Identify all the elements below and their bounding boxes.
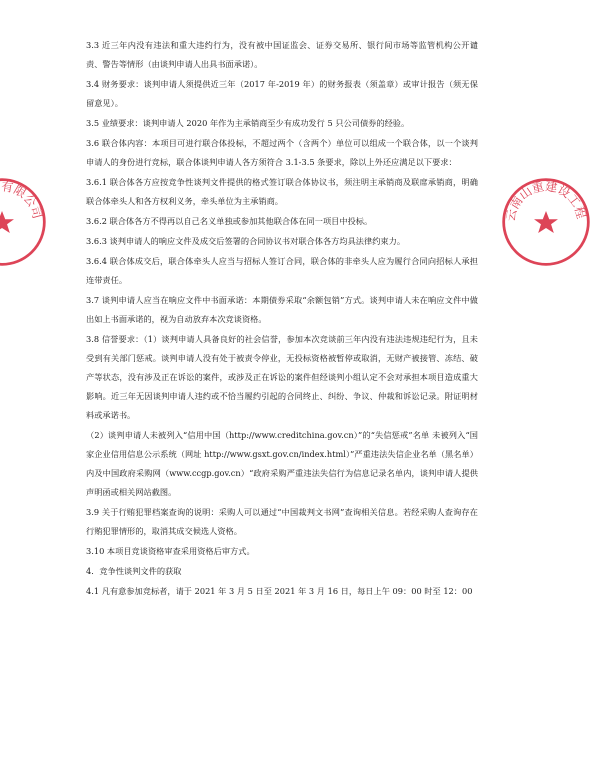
seal-star-icon — [534, 211, 558, 233]
document-body — [86, 36, 478, 602]
paragraph-3-9: 3.9 关于行贿犯罪档案查询的说明：采购人可以通过“中国裁判文书网”查询相关信息。若经采购人查询存在行贿犯罪情形的，取消其成交候选人资格。 — [86, 507, 478, 536]
section-heading-4: 4．竞争性谈判文件的获取 — [86, 566, 182, 576]
paragraph-3-6-3: 3.6.3 谈判申请人的响应文件及成交后签署的合同协议书对联合体各方均具法律约束力。 — [86, 236, 406, 246]
seal-star-icon — [0, 211, 14, 233]
company-seal-left — [0, 176, 48, 268]
paragraph-3-4: 3.4 财务要求：谈判申请人须提供近三年（2017 年-2019 年）的财务报表（须盖章）或审计报告（须无保留意见）。 — [86, 79, 478, 108]
paragraph-3-3: 3.3 近三年内没有违法和重大违约行为，没有被中国证监会、证券交易所、银行间市场等监管机构公开谴责、警告等情形（由谈判申请人出具书面承诺）。 — [86, 40, 478, 69]
seal-left-text: 有限公司 — [0, 179, 45, 221]
paragraph-3-7: 3.7 谈判申请人应当在响应文件中书面承诺：本期债券采取“余额包销”方式。谈判申请人未在响应文件中做出如上书面承诺的，视为自动放弃本次竞谈资格。 — [86, 295, 478, 324]
paragraph-4-1: 4.1 凡有意参加竞标者，请于 2021 年 3 月 5 日至 2021 年 3 月 16 日，每日上午 09：00 时至 12：00 — [86, 586, 473, 596]
paragraph-3-8: 3.8 信誉要求：（1）谈判申请人具备良好的社会信誉，参加本次竞谈前三年内没有违法违规违纪行为，且未受到有关部门惩戒。谈判申请人没有处于被责令停业，无投标资格被暂停或取消，无财产被接管、冻结、破产等状态，没有涉及正在诉讼的案件，或涉及正在诉讼的案件但经谈判小组认定不会对承担本项目造成重大影响。近三年无因谈判申请人违约或不恰当履约引起的合同终止、纠纷、争议、仲裁和诉讼记录。附证明材料或承诺书。 — [86, 334, 478, 420]
paragraph-3-6-1: 3.6.1 联合体各方应按竞争性谈判文件提供的格式签订联合体协议书，须注明主承销商及联席承销商，明确联合体牵头人和各方权利义务，牵头单位为主承销商。 — [86, 177, 478, 206]
company-seal-right — [500, 176, 592, 268]
paragraph-3-10: 3.10 本项目竞谈资格审查采用资格后审方式。 — [86, 546, 255, 556]
paragraph-3-8-2: （2）谈判申请人未被列入“信用中国（http://www.creditchina.gov.cn）”的“失信惩戒”名单 未被列入“国家企业信用信息公示系统（网址 http://www.gsxt.gov.cn/index.html）”严重违法失信企业名单（黑名单）内及中国政府采购网（www.ccgp.gov.cn）“政府采购严重违法失信行为信息记录名单内，谈判申请人提供声明函或相关网站截图。 — [86, 430, 478, 497]
paragraph-3-6-2: 3.6.2 联合体各方不得再以自己名义单独或参加其他联合体在同一项目中投标。 — [86, 216, 373, 226]
paragraph-3-5: 3.5 业绩要求：谈判申请人 2020 年作为主承销商至少有成功发行 5 只公司债券的经验。 — [86, 118, 410, 128]
seal-right-text: 云南山重建设工程 — [503, 179, 589, 223]
paragraph-3-6-4: 3.6.4 联合体成交后，联合体牵头人应当与招标人签订合同，联合体的非牵头人应为履行合同向招标人承担连带责任。 — [86, 256, 478, 285]
paragraph-3-6: 3.6 联合体内容：本项目可进行联合体投标，不超过两个（含两个）单位可以组成一个联合体，以一个谈判申请人的身份进行竞标，联合体谈判申请人各方须符合 3.1-3.5 条要求，除以上外还应满足以下要求： — [86, 138, 478, 167]
